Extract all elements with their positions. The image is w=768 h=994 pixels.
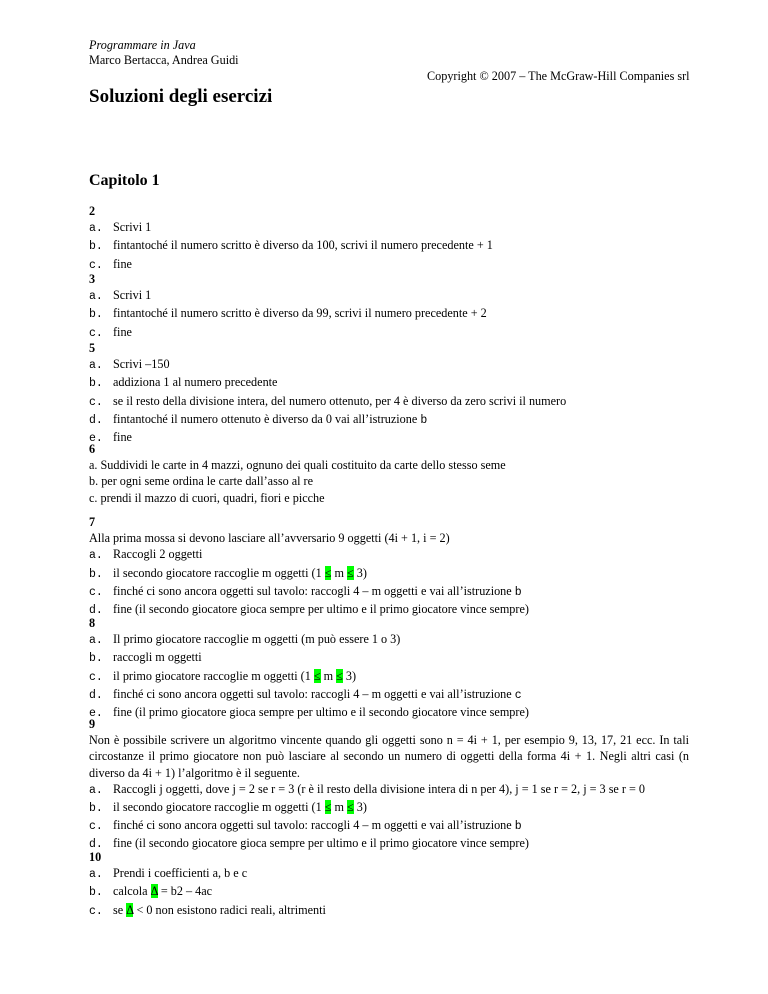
step-b: b. calcola Δ = b2 – 4ac — [89, 884, 213, 900]
instruction-ref: b — [514, 585, 522, 599]
exercise-2 — [89, 203, 689, 274]
exercise-paragraph: Non è possibile scrivere un algoritmo vincente quando gli oggetti sono n = 4i + 1, per esempio 9, 13, 17, 21 ecc. In tali circostanze il primo giocatore non può lasciare al secondo un numero di oggetti della forma 4i + 1. Negli altri casi (n diverso da 4i + 1) l’algoritmo è il seguente. — [89, 733, 689, 780]
copyright-notice: Copyright © 2007 – The McGraw-Hill Companies srl — [427, 69, 690, 83]
step-a: a. Raccogli 2 oggetti — [89, 547, 203, 563]
instruction-ref: b — [420, 413, 428, 427]
text-line: a. Suddividi le carte in 4 mazzi, ognuno dei quali costituito da carte dello stesso seme — [89, 458, 506, 473]
step-c: c. se il resto della divisione intera, del numero ottenuto, per 4 è diverso da zero scrivi il numero — [89, 393, 567, 409]
text-line: c. prendi il mazzo di cuori, quadri, fiori e picche — [89, 490, 325, 505]
exercise-number: 2 — [89, 204, 96, 218]
step-c: c. finché ci sono ancora oggetti sul tavolo: raccogli 4 – m oggetti e vai all’istruzione b — [89, 583, 522, 599]
leq-symbol: ≤ — [324, 565, 332, 580]
step-b: b. il secondo giocatore raccoglie m oggetti (1 ≤ m ≤ 3) — [89, 800, 367, 816]
exercise-3 — [89, 271, 689, 342]
step-b: b. addiziona 1 al numero precedente — [89, 375, 278, 391]
step-a: a. Scrivi 1 — [89, 220, 152, 236]
exercise-number: 3 — [89, 272, 96, 286]
delta-symbol: Δ — [126, 902, 134, 917]
step-b: b. fintantoché il numero scritto è diverso da 100, scrivi il numero precedente + 1 — [89, 238, 493, 254]
step-a: a. Raccogli j oggetti, dove j = 2 se r = 3 (r è il resto della divisione intera di n per 4), j = 1 se r = 2, j = 3 se r = 0 — [89, 781, 646, 797]
text-line: b. per ogni seme ordina le carte dall’asso al re — [89, 474, 314, 489]
exercise-number: 7 — [89, 515, 96, 529]
step-c: c. il primo giocatore raccoglie m oggetti (1 ≤ m ≤ 3) — [89, 668, 357, 684]
exercise-number: 5 — [89, 341, 96, 355]
step-c: c. fine — [89, 324, 132, 340]
step-d: d. fine (il secondo giocatore gioca sempre per ultimo e il primo giocatore vince sempre) — [89, 602, 529, 618]
exercise-intro: Alla prima mossa si devono lasciare all’avversario 9 oggetti (4i + 1, i = 2) — [89, 531, 450, 546]
exercise-7 — [89, 514, 689, 619]
exercise-5 — [89, 340, 689, 447]
leq-symbol: ≤ — [346, 565, 354, 580]
step-d: d. finché ci sono ancora oggetti sul tavolo: raccogli 4 – m oggetti e vai all’istruzione c — [89, 686, 522, 702]
leq-symbol: ≤ — [324, 800, 332, 815]
exercise-8 — [89, 615, 689, 722]
chapter-title: Capitolo 1 — [89, 172, 160, 189]
leq-symbol: ≤ — [346, 800, 354, 815]
step-b: b. fintantoché il numero scritto è diverso da 99, scrivi il numero precedente + 2 — [89, 306, 487, 322]
exercise-9 — [89, 716, 689, 854]
exercise-number: 6 — [89, 442, 96, 456]
step-c: c. se Δ < 0 non esistono radici reali, altrimenti — [89, 902, 326, 918]
step-d: d. fintantoché il numero ottenuto è diverso da 0 vai all’istruzione b — [89, 411, 428, 427]
book-title: Programmare in Java — [89, 38, 196, 52]
step-a: a. Il primo giocatore raccoglie m oggetti (m può essere 1 o 3) — [89, 632, 401, 648]
instruction-ref: c — [514, 688, 522, 702]
instruction-ref: b — [514, 820, 522, 834]
step-c: c. fine — [89, 256, 132, 272]
exercise-number: 8 — [89, 616, 96, 630]
delta-symbol: Δ — [150, 884, 158, 899]
authors: Marco Bertacca, Andrea Guidi — [89, 53, 239, 67]
step-e: e. fine — [89, 430, 132, 446]
document-title: Soluzioni degli esercizi — [89, 86, 273, 107]
leq-symbol: ≤ — [336, 668, 343, 683]
step-e: e. fine (il primo giocatore gioca sempre per ultimo e il secondo giocatore vince sempre) — [89, 705, 529, 721]
step-d: d. fine (il secondo giocatore gioca sempre per ultimo e il primo giocatore vince sempre) — [89, 836, 529, 852]
step-c: c. finché ci sono ancora oggetti sul tavolo: raccogli 4 – m oggetti e vai all’istruzione b — [89, 818, 522, 834]
exercise-10 — [89, 849, 689, 920]
step-b: b. raccogli m oggetti — [89, 650, 202, 666]
exercise-number: 9 — [89, 717, 96, 731]
exercise-number: 10 — [89, 850, 102, 864]
step-a: a. Scrivi –150 — [89, 357, 170, 373]
step-a: a. Scrivi 1 — [89, 288, 152, 304]
exercise-6 — [89, 441, 689, 506]
leq-symbol: ≤ — [313, 668, 321, 683]
step-b: b. il secondo giocatore raccoglie m oggetti (1 ≤ m ≤ 3) — [89, 565, 367, 581]
step-a: a. Prendi i coefficienti a, b e c — [89, 866, 248, 882]
